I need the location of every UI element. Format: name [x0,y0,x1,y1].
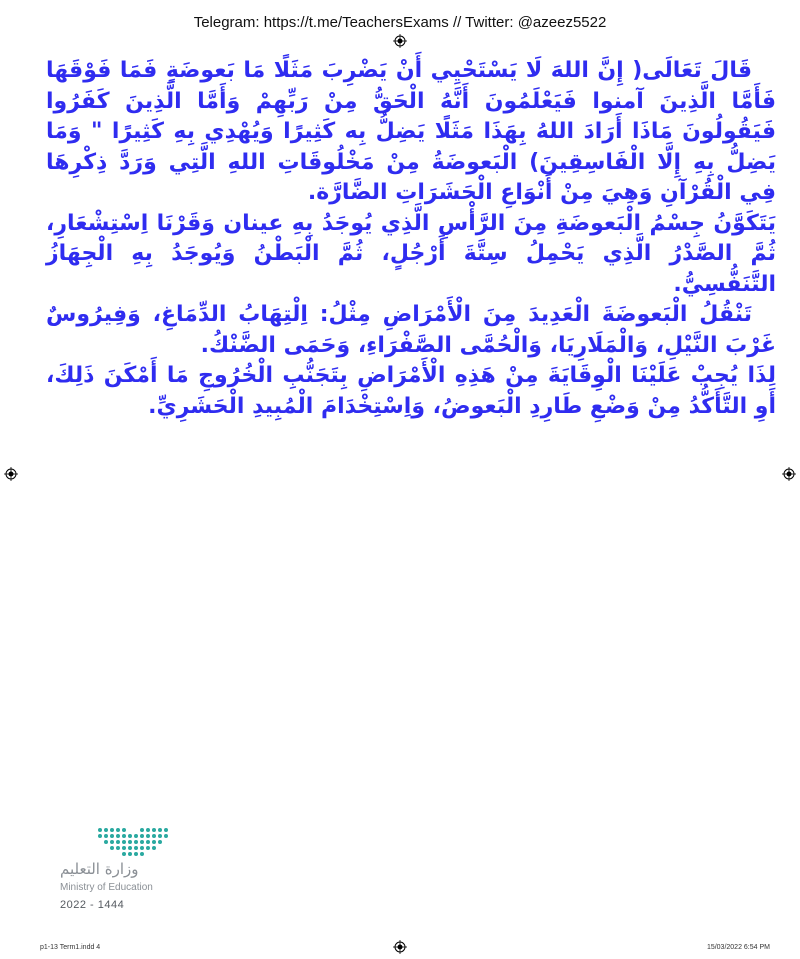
footer-file-name: p1-13 Term1.indd 4 [40,944,101,951]
ministry-name-arabic: وزارة التعليم [60,860,139,878]
paragraph-prevention: لِذَا يُجِبْ عَلَيْنَا الْوِقَايَةَ مِنْ هَذِهِ الْأَمْرَاضِ بِتَجَنُّبِ الْخُرُوجِ مَا أَمْكَنَ ذَلِكَ، أَوِ التَّأَكُّدُ مِنْ وَضْعِ طَارِدِ الْبَعوضُ، وَاِسْتِخْدَامَ الْمُبِيدِ الْحَشَرِيِّ. [46,363,776,419]
paragraph-diseases: تَنْقُلُ الْبَعوضَةَ الْعَدِيدَ مِنَ الْأَمْرَاضِ مِثْلُ: اِلْتِهَابُ الدِّمَاغِ، وَفِيرُوسٌ غَرْبَ النَّيْلِ، وَالْمَلَارِيَا، وَالْحُمَّى الصَّفْرَاءِ، وَحَمَى الضَّنْكُ. [46,302,776,358]
ministry-of-education-logo [60,824,170,924]
paragraph-body-structure: يَتَكَوَّنُ جِسْمُ الْبَعوضَةِ مِنَ الرَّأْسِ الَّذِي يُوجَدُ بِهِ عينان وَقَرْنَا اِسْتِشْعَارِ، ثُمَّ الصَّدْرُ الَّذِي يَحْمِلُ سِتَّةَ أَرْجُلٍ، ثُمَّ الْبَطْنُ وَيُوجَدُ بِهِ الْجِهَازُ التَّنَفُّسِيُّ. [46,210,776,297]
header-social-links: Telegram: https://t.me/TeachersExams // Twitter: @azeez5522 [193,14,607,31]
lesson-body-text [46,56,776,422]
paragraph-quran-verse: قَالَ تَعَالَى( إِنَّ اللهَ لَا يَسْتَحْيِي أَنْ يَضْرِبَ مَثَلًا مَا بَعوضَةٍ فَمَا فَوْقَهَا فَأَمَّا الَّذِينَ آمنوا فَيَعْلَمُونَ أَنَّهُ الْحَقُّ مِنْ رَبِّهِمْ وَأَمَّا الَّذِينَ كَفَرُوا فَيَقُولُونَ مَاذَا أَرَادَ اللهُ بِهَذَا مَثَلًا يَضِلُّ بِه كَثِيرًا وَيُهْدِي بِهِ كَثِيرًا " وَمَا يَضِلُّ بِهِ إِلَّا الْفَاسِقِينَ) الْبَعوضَةُ مِنْ مَخْلُوقَاتِ اللهِ الَّتِي وَرَدَّ ذِكْرِهَا فِي الْقُرْآنِ وَهِيَ مِنْ أَنْوَاعِ الْحَشَرَاتِ الضَّارَّة. [46,58,776,205]
registration-mark-top-icon [393,34,407,48]
ministry-name-english: Ministry of Education [60,882,153,893]
registration-mark-bottom-icon [393,940,407,954]
ministry-dots-logo-icon [96,824,170,860]
registration-mark-right-icon [782,467,796,481]
ministry-year: 2022 - 1444 [60,899,125,911]
footer-timestamp: 15/03/2022 6:54 PM [706,944,770,951]
registration-mark-left-icon [4,467,18,481]
